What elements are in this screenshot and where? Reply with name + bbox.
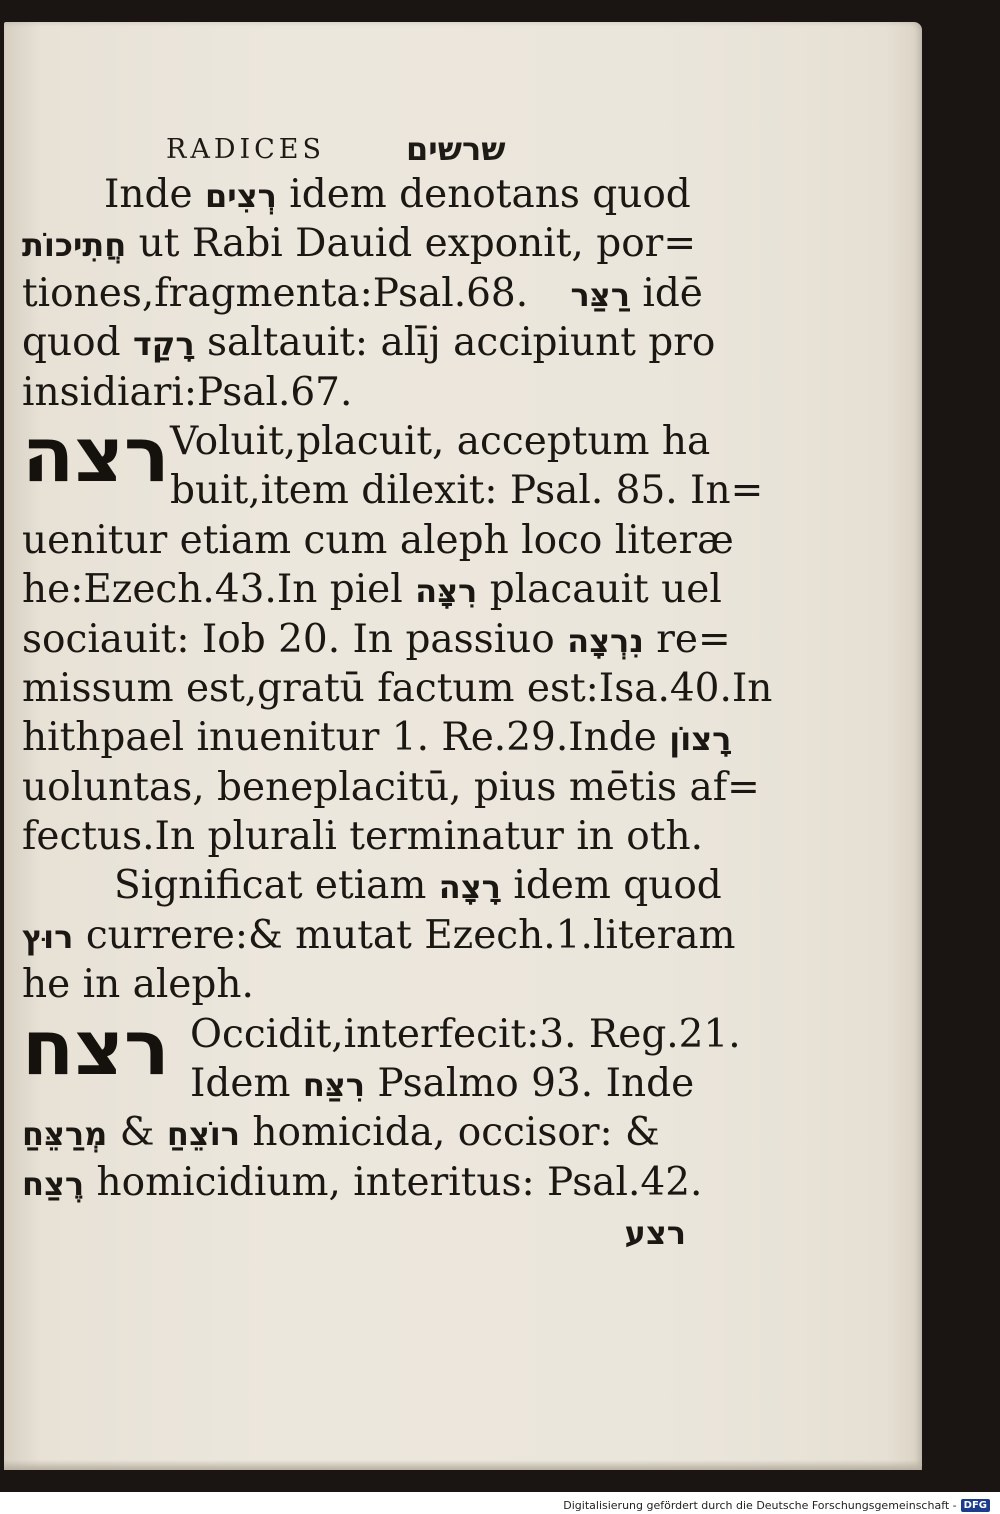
entry-headword: רצה [22, 409, 170, 499]
hebrew-word: רֶצַח [22, 1164, 85, 1203]
text-line: quod רָקַד saltauit: alīj accipiunt pro [22, 320, 716, 366]
hebrew-word: רוֹצֵחַ [166, 1115, 240, 1154]
dictionary-entry-rtsch: רצח Occidit,interfecit:3. Reg.21. Idem רִצַּח Psalmo 93. Inde מְרַצֵּחַ & רוֹצֵחַ homicida, occisor: & רֶצַח homicidium, interitus: Psal.42. רצע [22, 1002, 741, 1253]
running-header: RADICES [166, 134, 326, 165]
hebrew-word: רוּץ [22, 917, 74, 956]
hebrew-word: רְצִים [204, 177, 277, 215]
hebrew-word: רָקַד [132, 325, 195, 364]
book-page [4, 22, 922, 1470]
hebrew-word: רָצָה [438, 868, 501, 907]
hebrew-word: מְרַצֵּחַ [22, 1115, 108, 1154]
dictionary-entry-rtsh: רצה Voluit,placuit, acceptum ha buit,item dilexit: Psal. 85. In= uenitur etiam cum aleph loco literæ he:Ezech.43.In piel רִצָּה placauit uel sociauit: Iob 20. In passiuo נִרְצָה re= missum est,gratū factum est:Isa.40.In hithpael inuenitur 1. Re.29.Inde רָצוֹן uoluntas, beneplacitū, pius mētis af= fectus.In plurali terminatur in oth. Significat etiam רָצָה idem quod רוּץ currere:& mutat Ezech.1.literam he in aleph. [22, 409, 773, 1008]
hebrew-word: חֲתִיכוֹת [22, 226, 127, 265]
text-line: insidiari:Psal.67. [22, 369, 353, 415]
hebrew-word: רַצַּר [570, 275, 630, 314]
text-line: חֲתִיכוֹת ut Rabi Dauid exponit, por= [22, 221, 696, 267]
entry-headword: רצח [22, 1002, 170, 1092]
hebrew-word: רָצוֹן [669, 720, 732, 759]
text-line: tiones,fragmenta:Psal.68. רַצַּר idē [22, 270, 703, 316]
digitization-credit: Digitalisierung gefördert durch die Deutsche Forschungsgemeinschaft - DFG [563, 1499, 990, 1512]
catchword: רצע [624, 1214, 686, 1253]
running-header-hebrew: שרשים [406, 130, 506, 168]
hebrew-word: רִצַּח [302, 1066, 365, 1105]
dfg-logo: DFG [961, 1499, 990, 1512]
hebrew-word: נִרְצָה [567, 621, 644, 660]
hebrew-word: רִצָּה [415, 572, 478, 611]
text-line: Inde רְצִים idem denotans quod [104, 172, 691, 217]
page-text [22, 170, 773, 1257]
